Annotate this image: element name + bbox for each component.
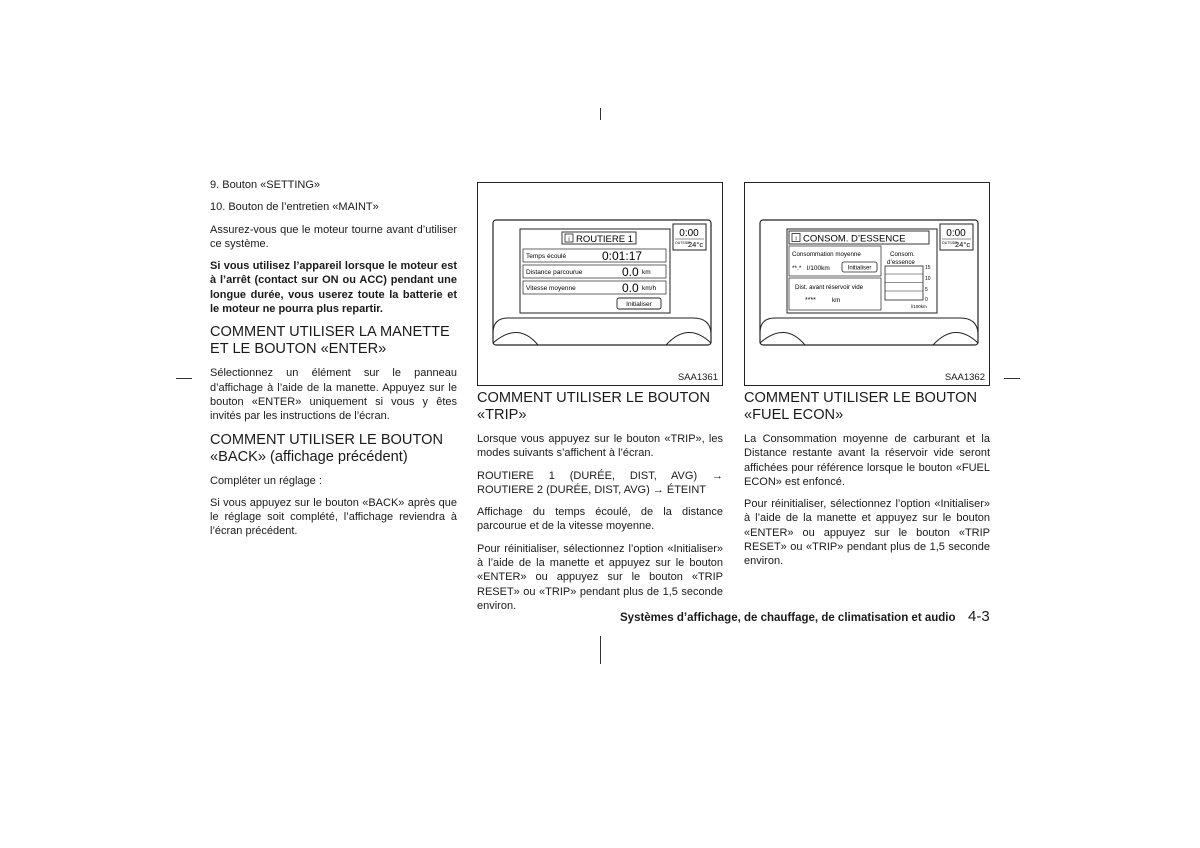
paragraph-display: Affichage du temps écoulé, de la distance parcourue et de la vitesse moyenne.: [477, 506, 723, 533]
page-number: 4-3: [968, 608, 990, 625]
fuel-display-illustration: [745, 183, 991, 387]
row-speed-unit: km/h: [642, 285, 657, 292]
row-distance-label: Distance parcourue: [526, 269, 583, 276]
paragraph-trip: Lorsque vous appuyez sur le bouton «TRIP», les modes suivants s’affichent à l’écran.: [477, 433, 723, 460]
paragraph-modes: ROUTIERE 1 (DURÉE, DIST, AVG) → ROUTIERE 2 (DURÉE, DIST, AVG) → ÉTEINT: [477, 469, 723, 496]
temperature-display: 24°c: [955, 240, 971, 249]
top-registration-mark: [600, 108, 601, 120]
figure-code: SAA1361: [677, 372, 718, 383]
svg-text:i: i: [795, 236, 797, 243]
right-registration-mark: [1004, 378, 1020, 379]
heading-enter: COMMENT UTILISER LA MANETTE ET LE BOUTON «ENTER»: [210, 324, 450, 358]
list-item-setting: 9. Bouton «SETTING»: [210, 179, 321, 191]
figure-trip-display: [477, 182, 723, 386]
paragraph-reset: Pour réinitialiser, sélectionnez l’option «Initialiser» à l’aide de la manette et appuyez sur le bouton «ENTER» ou appuyez sur le bouton «TRIP RESET» ou «TRIP» pendant plus de 1,5 seconde environ.: [744, 498, 990, 568]
paragraph-enter: Sélectionnez un élément sur le panneau d’affichage à l’aide de la manette. Appuyez sur le bouton «ENTER» uniquement si vous y êtes invités par les instructions de l’écran.: [210, 367, 457, 423]
row-speed-value: 0.0: [622, 281, 639, 295]
clock-display: 0:00: [679, 228, 699, 239]
paragraph-verify-engine: Assurez-vous que le moteur tourne avant d’utiliser ce système.: [210, 223, 457, 250]
consumption-graph: [885, 266, 923, 300]
graph-title-line2: d’essence: [887, 259, 915, 266]
graph-tick: 0: [925, 297, 928, 303]
outside-label: OUTSIDE: [675, 241, 691, 245]
fuel-title: CONSOM. D’ESSENCE: [803, 233, 906, 245]
graph-tick: 5: [925, 287, 928, 293]
paragraph-fuel-econ: La Consommation moyenne de carburant et la Distance restante avant la réservoir vide seront affichées pour référence lorsque le bouton «FUEL ECON» est enfoncé.: [744, 433, 990, 488]
heading-back: COMMENT UTILISER LE BOUTON «BACK» (affichage précédent): [210, 431, 443, 465]
column-left: [210, 178, 457, 547]
temperature-display: 24°c: [688, 240, 704, 249]
svg-text:i: i: [568, 237, 570, 243]
outside-label: OUTSIDE: [942, 241, 958, 245]
row-distance-value: 0.0: [622, 265, 639, 279]
row-elapsed-label: Temps écoulé: [526, 253, 567, 260]
column-middle: [477, 390, 723, 621]
avg-consumption-unit: l/100km: [807, 265, 830, 272]
graph-tick: 10: [925, 276, 931, 282]
trip-title: ROUTIERE 1: [576, 234, 634, 245]
reset-button-label: Initialiser: [847, 265, 872, 272]
avg-consumption-label: Consommation moyenne: [792, 251, 861, 258]
paragraph-complete: Compléter un réglage :: [210, 474, 322, 487]
paragraph-back: Si vous appuyez sur le bouton «BACK» après que le réglage soit complété, l’affichage reviendra à l’écran précédent.: [210, 496, 457, 538]
warning-paragraph: Si vous utilisez l’appareil lorsque le moteur est à l’arrêt (contact sur ON ou ACC) pendant une longue durée, vous userez toute la batterie et le moteur ne pourra plus repartir.: [210, 260, 457, 316]
reset-button-label: Initialiser: [626, 301, 652, 308]
clock-display: 0:00: [946, 228, 966, 239]
list-item-maint: 10. Bouton de l’entretien «MAINT»: [210, 201, 379, 214]
row-elapsed-value: 0:01:17: [602, 249, 643, 263]
range-value: ****: [805, 297, 816, 304]
figure-code: SAA1362: [944, 372, 985, 383]
trip-display-illustration: [478, 183, 724, 387]
section-footer: Systèmes d’affichage, de chauffage, de climatisation et audio: [620, 612, 956, 624]
avg-consumption-value: **.*: [792, 265, 802, 272]
heading-fuel-econ: COMMENT UTILISER LE BOUTON «FUEL ECON»: [744, 390, 977, 423]
graph-tick: 15: [925, 265, 931, 271]
heading-trip: COMMENT UTILISER LE BOUTON «TRIP»: [477, 390, 710, 423]
graph-unit: l/100km: [911, 304, 927, 309]
row-speed-label: Vitesse moyenne: [526, 285, 576, 292]
bottom-registration-mark: [600, 636, 601, 664]
row-distance-unit: km: [642, 269, 651, 276]
paragraph-reset: Pour réinitialiser, sélectionnez l’option «Initialiser» à l’aide de la manette et appuyez sur le bouton «ENTER» ou appuyez sur le bouton «TRIP RESET» ou «TRIP» pendant plus de 1,5 seconde environ.: [477, 542, 723, 612]
range-unit: km: [832, 297, 841, 304]
left-registration-mark: [176, 378, 192, 379]
column-right: [744, 390, 990, 577]
range-label: Dist. avant réservoir vide: [795, 284, 864, 291]
figure-fuel-display: [744, 182, 990, 386]
graph-title-line1: Consom.: [890, 251, 915, 258]
